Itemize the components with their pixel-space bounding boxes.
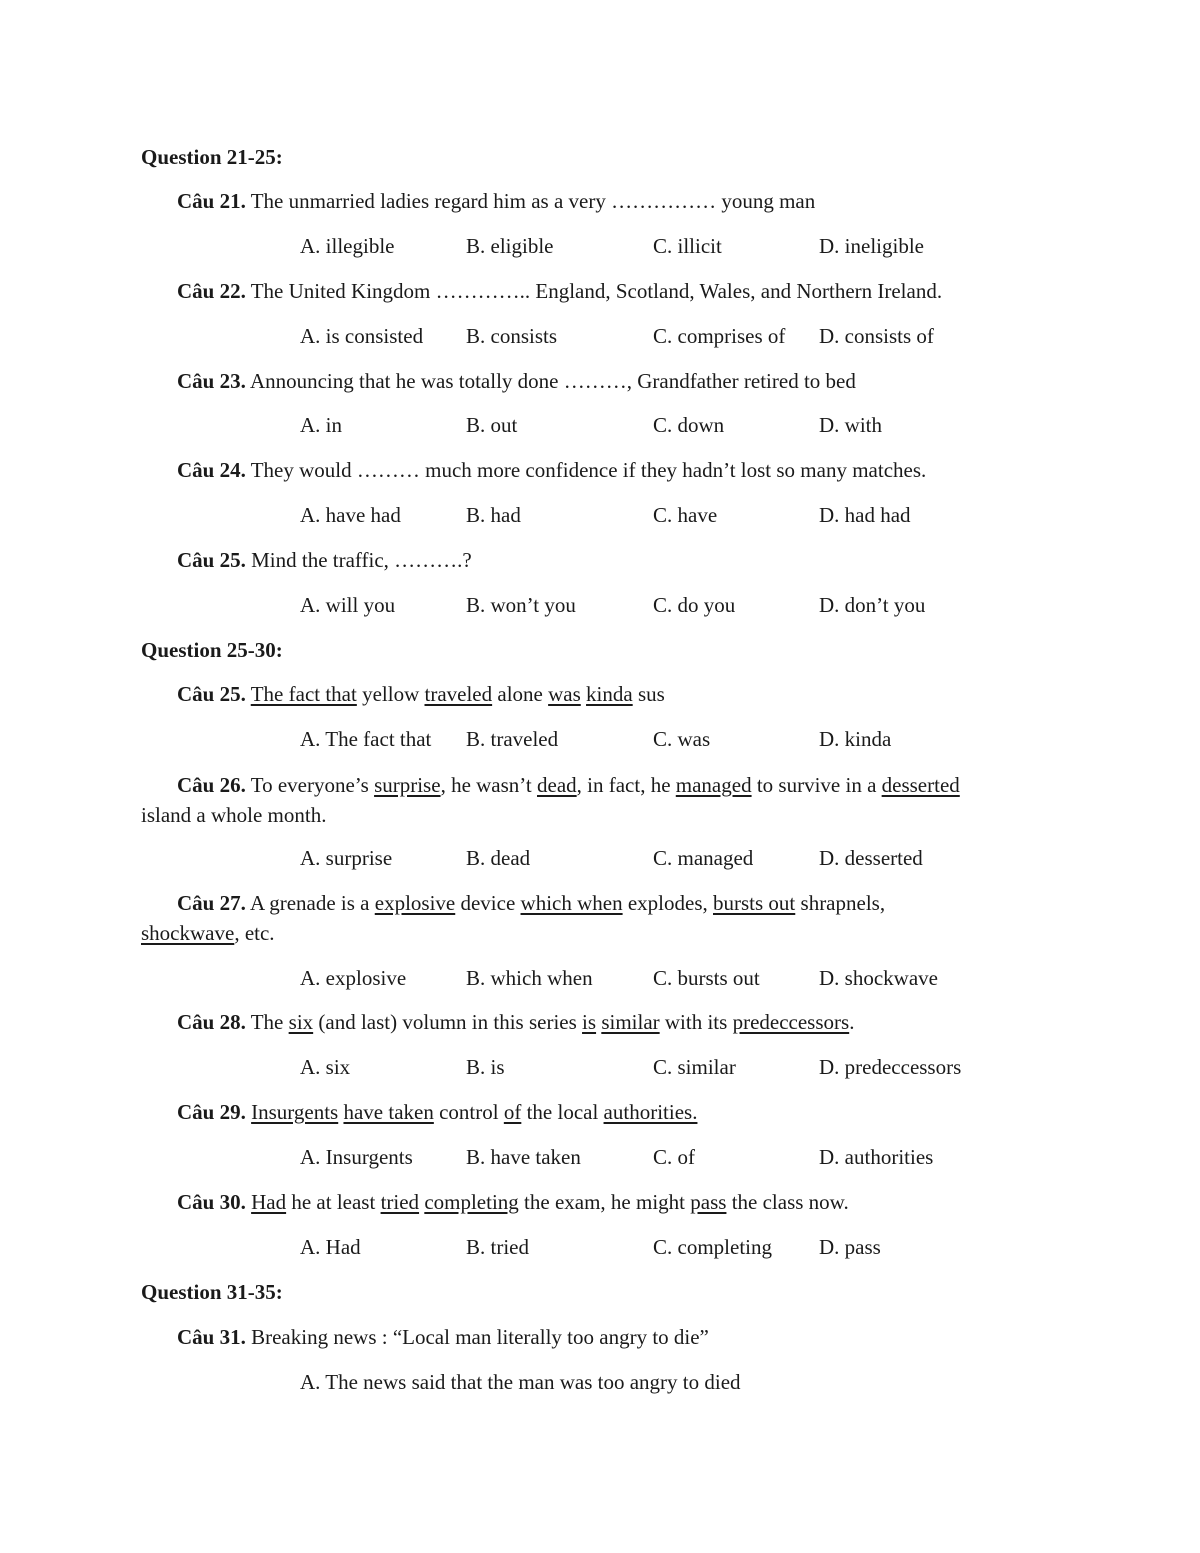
underlined-phrase: was [548, 682, 581, 706]
question-stem [177, 1324, 709, 1350]
question-text: The unmarried ladies regard him as a very …………… young man [245, 189, 816, 213]
question-number: Câu 26. [177, 773, 246, 797]
option-c: C. bursts out [653, 966, 760, 990]
underlined-phrase: pass [690, 1190, 727, 1214]
option-b: B. won’t you [466, 593, 576, 617]
option-b: B. which when [466, 966, 593, 990]
option-c: C. was [653, 727, 711, 751]
option-a: A. The news said that the man was too angry to died [300, 1370, 741, 1394]
option-a: A. The fact that [300, 727, 432, 751]
underlined-phrase: dead [537, 773, 577, 797]
question-number: Câu 31. [177, 1325, 246, 1349]
option-b: B. had [466, 503, 521, 527]
option-d: D. consists of [819, 324, 934, 348]
option-b: B. consists [466, 324, 558, 348]
underlined-phrase: of [503, 1100, 522, 1124]
underlined-phrase: is [582, 1010, 597, 1034]
underlined-phrase: The fact that [250, 682, 357, 706]
question-number: Câu 25. [177, 682, 246, 706]
option-a: A. illegible [300, 234, 395, 258]
option-a: A. Had [300, 1235, 361, 1259]
option-c: C. down [653, 413, 725, 437]
question-number: Câu 21. [177, 189, 246, 213]
option-c: C. of [653, 1145, 695, 1169]
question-stem [177, 368, 856, 394]
underlined-phrase: predeccessors [732, 1010, 850, 1034]
underlined-phrase: Had [251, 1190, 287, 1214]
question-number: Câu 27. [177, 891, 246, 915]
underlined-phrase: completing [424, 1190, 519, 1214]
section-heading: Question 25-30: [141, 638, 283, 662]
section-heading: Question 21-25: [141, 145, 283, 169]
question-stem: Câu 27. A grenade is a explosive device which when explodes, bursts out shrapnels, [177, 891, 886, 915]
option-c: C. comprises of [653, 324, 786, 348]
underlined-phrase: explosive [374, 891, 456, 915]
option-d: D. pass [819, 1235, 881, 1259]
option-d: D. had had [819, 503, 911, 527]
question-text: They would ……… much more confidence if they hadn’t lost so many matches. [245, 458, 927, 482]
question-stem: Câu 28. The six (and last) volumn in this series is similar with its predeccessors. [177, 1010, 855, 1034]
question-stem: Câu 30. Had he at least tried completing the exam, he might pass the class now. [177, 1190, 849, 1214]
option-a: A. Insurgents [300, 1145, 413, 1169]
question-stem: Câu 29. Insurgents have taken control of the local authorities. [177, 1100, 698, 1124]
underlined-phrase: tried [380, 1190, 420, 1214]
option-d: D. desserted [819, 846, 923, 870]
question-number: Câu 22. [177, 279, 246, 303]
question-number: Câu 25. [177, 548, 246, 572]
question-stem [177, 188, 815, 214]
question-stem: Câu 25. The fact that yellow traveled alone was kinda sus [177, 682, 665, 706]
section-heading: Question 31-35: [141, 1280, 283, 1304]
option-a: A. will you [300, 593, 396, 617]
underlined-phrase: six [288, 1010, 314, 1034]
underlined-phrase: managed [675, 773, 752, 797]
question-stem [177, 457, 926, 483]
option-a: A. six [300, 1055, 351, 1079]
option-b: B. tried [466, 1235, 529, 1259]
option-b: B. have taken [466, 1145, 581, 1169]
option-b: B. dead [466, 846, 531, 870]
option-b: B. is [466, 1055, 505, 1079]
option-a: A. explosive [300, 966, 407, 990]
option-d: D. shockwave [819, 966, 938, 990]
option-d: D. authorities [819, 1145, 934, 1169]
underlined-phrase: shockwave [141, 921, 235, 945]
underlined-phrase: which when [520, 891, 623, 915]
question-text: Announcing that he was totally done ………, Grandfather retired to bed [245, 369, 856, 393]
option-b: B. eligible [466, 234, 554, 258]
option-d: D. don’t you [819, 593, 926, 617]
underlined-phrase: Insurgents [251, 1100, 339, 1124]
underlined-phrase: authorities. [603, 1100, 698, 1124]
question-text: Breaking news : “Local man literally too angry to die” [245, 1325, 709, 1349]
question-stem-continuation: shockwave, etc. [141, 921, 275, 945]
option-a: A. have had [300, 503, 401, 527]
option-c: C. illicit [653, 234, 722, 258]
underlined-phrase: traveled [424, 682, 493, 706]
question-number: Câu 30. [177, 1190, 246, 1214]
question-number: Câu 28. [177, 1010, 246, 1034]
question-stem [177, 547, 472, 573]
option-d: D. predeccessors [819, 1055, 962, 1079]
question-number: Câu 24. [177, 458, 246, 482]
underlined-phrase: desserted [881, 773, 960, 797]
option-a: A. surprise [300, 846, 393, 870]
underlined-phrase: bursts out [713, 891, 796, 915]
option-c: C. managed [653, 846, 754, 870]
option-c: C. similar [653, 1055, 736, 1079]
option-b: B. out [466, 413, 518, 437]
option-d: D. kinda [819, 727, 892, 751]
question-number: Câu 23. [177, 369, 246, 393]
question-number: Câu 29. [177, 1100, 246, 1124]
option-c: C. have [653, 503, 718, 527]
underlined-phrase: have taken [343, 1100, 434, 1124]
option-d: D. with [819, 413, 882, 437]
underlined-phrase: kinda [586, 682, 633, 706]
question-stem [177, 278, 942, 304]
option-a: A. is consisted [300, 324, 424, 348]
question-stem-continuation: island a whole month. [141, 803, 327, 827]
underlined-phrase: similar [601, 1010, 660, 1034]
question-text: Mind the traffic, ……….? [245, 548, 472, 572]
option-c: C. do you [653, 593, 736, 617]
option-c: C. completing [653, 1235, 772, 1259]
question-stem: Câu 26. To everyone’s surprise, he wasn’t dead, in fact, he managed to survive in a desserted [177, 773, 960, 797]
question-text: The United Kingdom ………….. England, Scotland, Wales, and Northern Ireland. [245, 279, 943, 303]
option-d: D. ineligible [819, 234, 924, 258]
option-a: A. in [300, 413, 342, 437]
underlined-phrase: surprise [374, 773, 441, 797]
option-b: B. traveled [466, 727, 559, 751]
